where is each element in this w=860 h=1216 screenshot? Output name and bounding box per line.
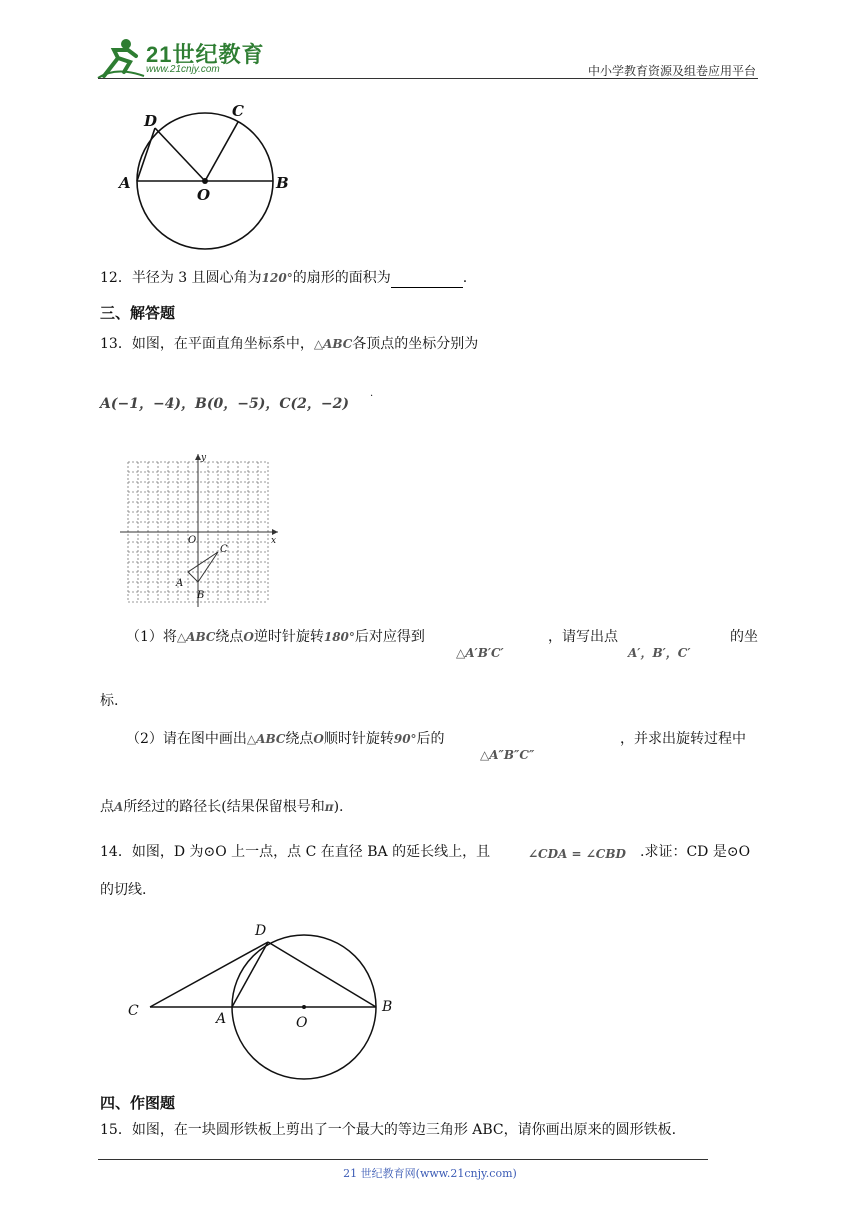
- q13-part1-line2: 标.: [100, 693, 119, 709]
- axis-x-label: x: [271, 536, 277, 546]
- logo-subtitle: www.21cnjy.com: [146, 64, 220, 75]
- triangle-abc: △ABC: [176, 630, 216, 644]
- label-c: C: [128, 1003, 139, 1019]
- text-fragment: 顺时针旋转: [323, 731, 394, 747]
- answer-blank[interactable]: [391, 273, 463, 288]
- text-fragment: 点: [100, 799, 114, 815]
- triangle-a-double-prime: △A″B″C″: [480, 748, 535, 762]
- points-prime: A′，B′，C′: [628, 646, 691, 660]
- question-number: 15．: [100, 1122, 132, 1138]
- triangle-abc: △ABC: [313, 337, 353, 351]
- q12-text: 半径为 3 且圆心角为: [131, 270, 262, 286]
- coordinate-grid-figure: [120, 452, 285, 607]
- origin-label: O: [188, 535, 197, 546]
- axis-y-label: y: [201, 453, 207, 463]
- q13-part2-mid: ，并求出旋转过程中: [620, 731, 746, 747]
- q13-text-b: 各顶点的坐标分别为: [352, 336, 479, 352]
- label-b: B: [276, 174, 289, 192]
- question-13-intro: [100, 334, 478, 354]
- label-a: A: [119, 174, 131, 192]
- q13-part2-line1: [126, 729, 445, 749]
- logo-text: 21世纪教育: [146, 42, 265, 67]
- text-fragment: （2）请在图中画出: [126, 731, 247, 747]
- point-o: O: [313, 732, 324, 746]
- q12-end: .: [462, 270, 468, 286]
- q13-coordinates: A(−1，−4)，B(0，−5)，C(2，−2): [100, 396, 349, 412]
- text-fragment: 如图，D 为⊙O 上一点，点 C 在直径 BA 的延长线上，且: [131, 844, 491, 860]
- header-platform-title: 中小学教育资源及组卷应用平台: [587, 64, 756, 78]
- triangle-a-prime: △A′B′C′: [456, 646, 504, 660]
- question-14-line1-end: .求证：CD 是⊙O: [640, 844, 751, 860]
- angle-90: 90°: [393, 732, 417, 746]
- section-title-3: 三、解答题: [100, 304, 176, 322]
- triangle-abc: △ABC: [246, 732, 286, 746]
- question-number: 13．: [100, 336, 132, 352]
- question-number: 12．: [100, 270, 132, 286]
- text-fragment: （1）将: [126, 629, 177, 645]
- footer-link[interactable]: 21 世纪教育网(www.21cnjy.com): [343, 1167, 517, 1180]
- q13-part1-end: 的坐: [730, 629, 758, 645]
- text-fragment: 后的: [416, 731, 445, 747]
- label-o: O: [296, 1015, 308, 1031]
- q13-part1-mid: ，请写出点: [548, 629, 618, 645]
- label-b: B: [382, 999, 393, 1015]
- question-14-line1: [100, 842, 490, 862]
- text-fragment: 绕点: [285, 731, 314, 747]
- header-divider: [98, 78, 758, 79]
- label-c: C: [232, 102, 244, 120]
- label-d: D: [255, 923, 267, 939]
- question-12: [100, 268, 467, 288]
- tangent-circle-figure: [120, 915, 410, 1083]
- coord-dot: .: [370, 388, 374, 399]
- text-fragment: 如图，在一块圆形铁板上剪出了一个最大的等边三角形 ABC，请你画出原来的圆形铁板.: [131, 1122, 677, 1138]
- point-a: A: [114, 800, 124, 814]
- angle-equation: ∠CDA = ∠CBD: [528, 847, 626, 861]
- text-fragment: 后对应得到: [354, 629, 425, 645]
- angle-180: 180°: [323, 630, 355, 644]
- q13-text: 如图，在平面直角坐标系中，: [131, 336, 314, 352]
- angle-value: 120°: [261, 271, 293, 285]
- text-fragment: 所经过的路径长(结果保留根号和: [123, 799, 325, 815]
- grid-label-a: A: [176, 578, 184, 589]
- label-o: O: [197, 186, 211, 204]
- grid-label-b: B: [197, 590, 205, 601]
- label-a: A: [216, 1011, 227, 1027]
- q13-part2-line2: [100, 797, 344, 817]
- question-number: 14．: [100, 844, 132, 860]
- question-15: [100, 1120, 676, 1140]
- q12-text-after: 的扇形的面积为: [292, 270, 391, 286]
- question-14-line2: 的切线.: [100, 882, 147, 898]
- point-o: O: [243, 630, 254, 644]
- section-title-4: 四、作图题: [100, 1094, 176, 1112]
- pi-symbol: π: [324, 800, 334, 814]
- text-fragment: ).: [333, 799, 344, 815]
- text-fragment: 逆时针旋转: [253, 629, 324, 645]
- label-d: D: [144, 112, 158, 130]
- grid-label-c: C: [220, 544, 228, 555]
- footer-divider: [98, 1159, 708, 1160]
- circle-figure-q11: [110, 96, 300, 256]
- logo-runner-icon: [96, 36, 146, 80]
- text-fragment: 绕点: [215, 629, 244, 645]
- q13-part1-line1: [126, 627, 425, 647]
